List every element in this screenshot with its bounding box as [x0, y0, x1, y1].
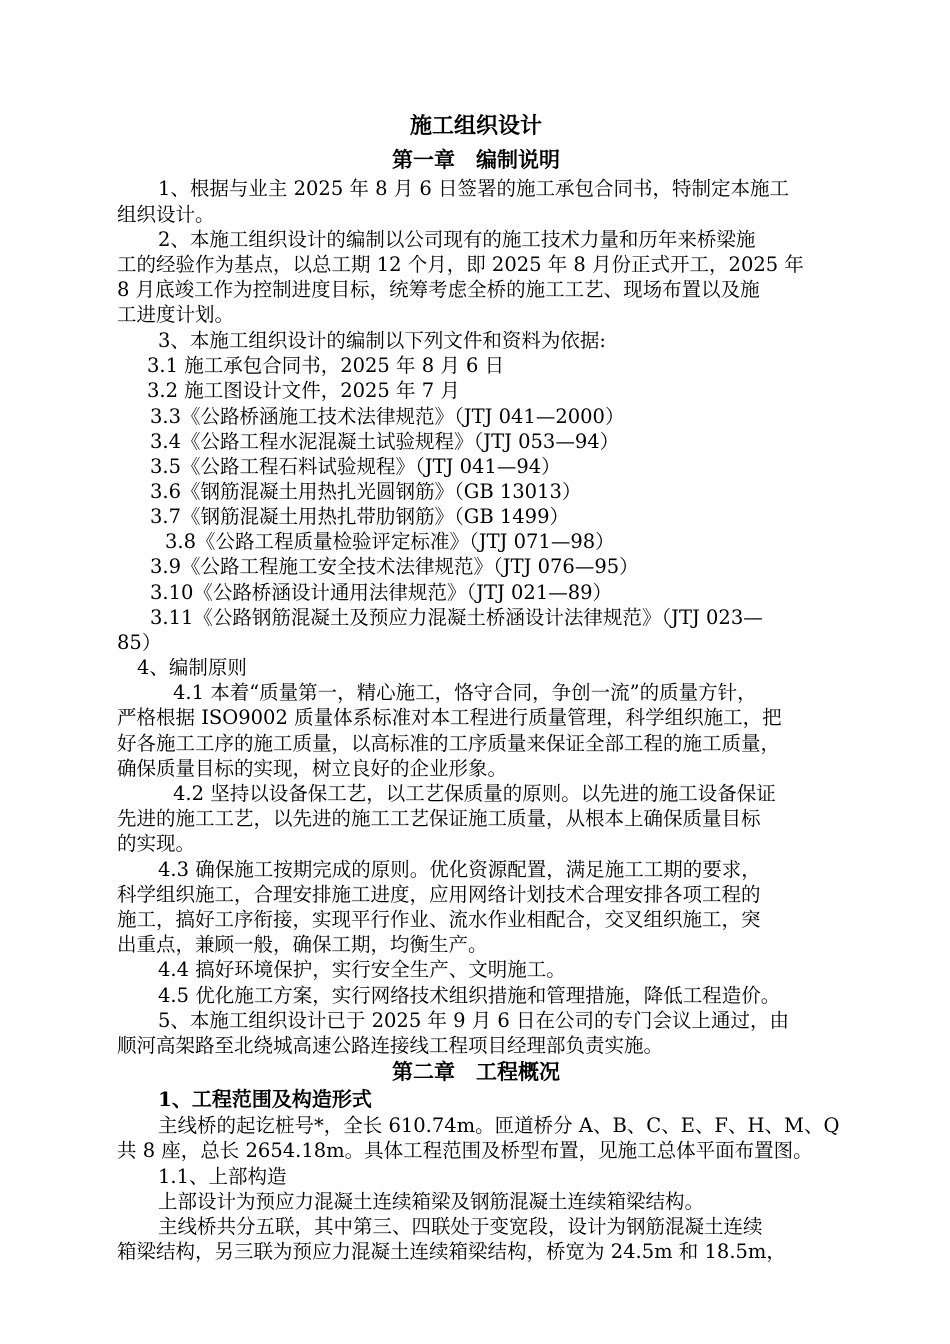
paragraph-line: 确保质量目标的实现，树立良好的企业形象。 [117, 757, 508, 780]
paragraph-line: 箱梁结构，另三联为预应力混凝土连续箱梁结构，桥宽为 24.5m 和 18.5m， [117, 1240, 786, 1263]
paragraph-line: 上部设计为预应力混凝土连续箱梁及钢筋混凝土连续箱梁结构。 [158, 1190, 705, 1213]
reference-item: 3.9《公路工程施工安全技术法律规范》（JTJ 076—95） [150, 555, 639, 578]
paragraph-line: 4.2 坚持以设备保工艺，以工艺保质量的原则。以先进的施工设备保证 [173, 782, 776, 805]
reference-item: 3.11《公路钢筋混凝土及预应力混凝土桥涵设计法律规范》（JTJ 023— [150, 606, 763, 629]
section-1-heading: 1、工程范围及构造形式 [158, 1087, 372, 1111]
paragraph-line: 工进度计划。 [117, 303, 235, 326]
paragraph-line: 3、本施工组织设计的编制以下列文件和资料为依据: [158, 329, 606, 352]
paragraph-line: 8 月底竣工作为控制进度目标，统筹考虑全桥的施工工艺、现场布置以及施 [117, 278, 760, 301]
paragraph-line: 4.5 优化施工方案，实行网络技术组织措施和管理措施，降低工程造价。 [158, 984, 781, 1007]
paragraph-line: 4.1 本着“质量第一，精心施工，恪守合同，争创一流”的质量方针， [173, 681, 757, 704]
paragraph-line: 主线桥共分五联，其中第三、四联处于变宽段，设计为钢筋混凝土连续 [158, 1215, 763, 1238]
chapter-1-heading: 第一章 编制说明 [392, 147, 560, 172]
paragraph-line: 共 8 座，总长 2654.18m。具体工程范围及桥型布置，见施工总体平面布置图。 [117, 1139, 813, 1162]
paragraph-line: 好各施工工序的施工质量，以高标准的工序质量来保证全部工程的施工质量， [117, 732, 781, 755]
paragraph-line: 顺河高架路至北绕城高速公路连接线工程项目经理部负责实施。 [117, 1034, 664, 1057]
document-title: 施工组织设计 [410, 113, 543, 139]
chapter-2-heading: 第二章 工程概况 [392, 1059, 560, 1084]
paragraph-line: 主线桥的起讫桩号*，全长 610.74m。匝道桥分 A、B、C、E、F、H、M、Q [158, 1114, 840, 1137]
paragraph-line: 组织设计。 [117, 203, 215, 226]
paragraph-line: 先进的施工工艺，以先进的施工工艺保证施工质量，从根本上确保质量目标 [117, 807, 761, 830]
reference-item: 3.1 施工承包合同书，2025 年 8 月 6 日 [147, 354, 505, 377]
paragraph-line: 2、本施工组织设计的编制以公司现有的施工技术力量和历年来桥梁施 [158, 228, 756, 251]
paragraph-line: 4、编制原则 [137, 656, 247, 679]
paragraph-line: 4.3 确保施工按期完成的原则。优化资源配置，满足施工工期的要求， [158, 858, 761, 881]
reference-item: 3.7《钢筋混凝土用热扎带肋钢筋》（GB 1499） [150, 505, 569, 528]
paragraph-line: 工的经验作为基点，以总工期 12 个月，即 2025 年 8 月份正式开工，2025 年 [117, 253, 804, 276]
reference-item-continuation: 85） [117, 631, 162, 654]
paragraph-line: 施工，搞好工序衔接，实现平行作业、流水作业相配合，交叉组织施工，突 [117, 908, 761, 931]
reference-item: 3.5《公路工程石料试验规程》（JTJ 041—94） [150, 455, 561, 478]
paragraph-line: 4.4 搞好环境保护，实行安全生产、文明施工。 [158, 958, 566, 981]
paragraph-line: 科学组织施工，合理安排施工进度，应用网络计划技术合理安排各项工程的 [117, 883, 761, 906]
paragraph-line: 5、本施工组织设计已于 2025 年 9 月 6 日在公司的专门会议上通过，由 [158, 1009, 790, 1032]
reference-item: 3.2 施工图设计文件，2025 年 7 月 [147, 379, 460, 402]
paragraph-line: 1、根据与业主 2025 年 8 月 6 日签署的施工承包合同书，特制定本施工 [158, 177, 790, 200]
reference-item: 3.6《钢筋混凝土用热扎光圆钢筋》（GB 13013） [150, 480, 582, 503]
reference-item: 3.10《公路桥涵设计通用法律规范》（JTJ 021—89） [150, 581, 613, 604]
subsection-heading: 1.1、上部构造 [158, 1165, 287, 1188]
paragraph-line: 的实现。 [117, 832, 196, 855]
paragraph-line: 严格根据 ISO9002 质量体系标准对本工程进行质量管理，科学组织施工，把 [117, 706, 782, 729]
paragraph-line: 出重点，兼顾一般，确保工期，均衡生产。 [117, 933, 488, 956]
reference-item: 3.8《公路工程质量检验评定标准》（JTJ 071—98） [165, 530, 615, 553]
reference-item: 3.4《公路工程水泥混凝土试验规程》（JTJ 053—94） [150, 430, 620, 453]
reference-item: 3.3《公路桥涵施工技术法律规范》（JTJ 041—2000） [150, 405, 625, 428]
